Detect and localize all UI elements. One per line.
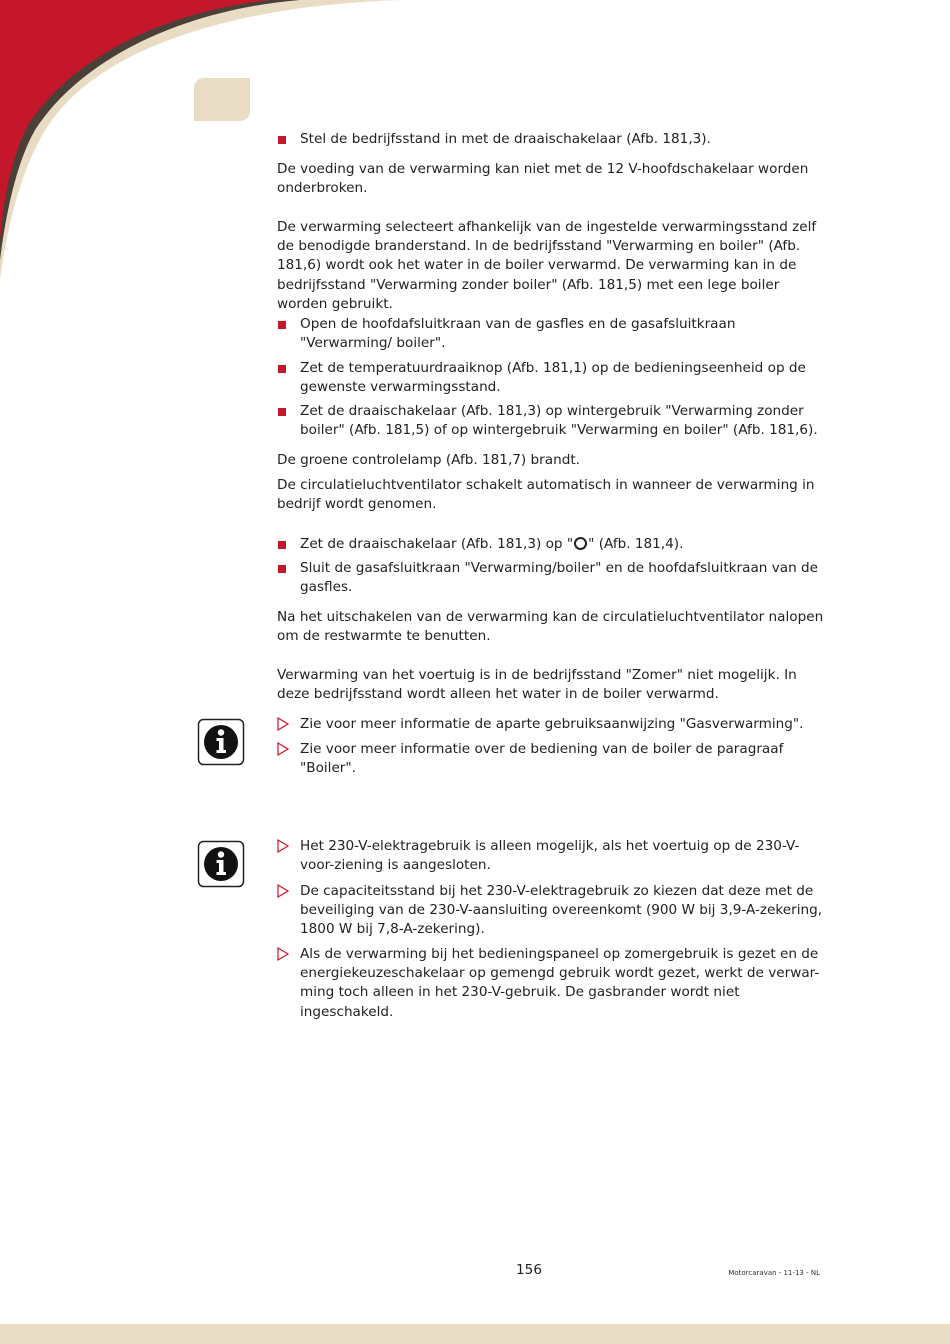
note-item: Zie voor meer informatie over de bediening van de boiler de paragraaf "Boiler". — [277, 740, 825, 778]
page-number: 156 — [516, 1262, 542, 1278]
note-item: De capaciteitsstand bij het 230-V-elektragebruik zo kiezen dat deze met de beveiliging van de 230-V-aansluiting overeenkomt (900 W bij 3,9-A-zekering, 1800 W bij 7,8-A-zekering). — [277, 882, 825, 940]
bullet-square-icon — [278, 408, 286, 416]
list-item: Stel de bedrijfsstand in met de draaischakelaar (Afb. 181,3). — [277, 130, 825, 149]
document-reference: Motorcaravan - 11-13 - NL — [728, 1269, 820, 1277]
list-item: Open de hoofdafsluitkraan van de gasfles en de gasafsluitkraan "Verwarming/ boiler". — [277, 315, 825, 353]
list-item: Zet de draaischakelaar (Afb. 181,3) op wintergebruik "Verwarming zonder boiler" (Afb. 181,5) of op wintergebruik "Verwarming en boiler" (Afb. 181,6). — [277, 402, 825, 440]
note-item: Als de verwarming bij het bedieningspaneel op zomergebruik is gezet en de energiekeuzeschakelaar op gemengd gebruik wordt gezet, werkt de verwar-ming toch alleen in het 230-V-gebruik. De gasbrander wordt niet ingeschakeld. — [277, 945, 825, 1022]
paragraph: Na het uitschakelen van de verwarming kan de circulatieluchtventilator nalopen om de restwarmte te benutten. — [277, 609, 824, 645]
footer-band — [0, 1324, 950, 1344]
bullet-square-icon — [278, 365, 286, 373]
note-item: Zie voor meer informatie de aparte gebruiksaanwijzing "Gasverwarming". — [277, 715, 825, 734]
chapter-tab — [194, 78, 250, 121]
bullet-square-icon — [278, 321, 286, 329]
bullet-square-icon — [278, 136, 286, 144]
bullet-square-icon — [278, 565, 286, 573]
list-item: Zet de draaischakelaar (Afb. 181,3) op " " (Afb. 181,4). — [277, 535, 825, 554]
triangle-bullet-icon — [277, 717, 289, 731]
triangle-bullet-icon — [277, 742, 289, 756]
triangle-bullet-icon — [277, 884, 289, 898]
list-item: Zet de temperatuurdraaiknop (Afb. 181,1) op de bedieningseenheid op de gewenste verwarmingsstand. — [277, 359, 825, 397]
info-icon — [197, 840, 245, 888]
note-item: Het 230-V-elektragebruik is alleen mogelijk, als het voertuig op de 230-V-voor-ziening is aangesloten. — [277, 837, 825, 875]
paragraph: De voeding van de verwarming kan niet met de 12 V-hoofdschakelaar worden onderbroken. — [277, 161, 809, 197]
paragraph: Verwarming van het voertuig is in de bedrijfsstand "Zomer" niet mogelijk. In deze bedrijfsstand wordt alleen het water in de boiler verwarmd. — [277, 667, 797, 703]
triangle-bullet-icon — [277, 839, 289, 853]
paragraph: De verwarming selecteert afhankelijk van de ingestelde verwarmingsstand zelf de benodigde branderstand. In de bedrijfsstand "Verwarming en boiler" (Afb. 181,6) wordt ook het water in de boiler verwarmd. De verwarming kan in de bedrijfsstand "Verwarming zonder boiler" (Afb. 181,5) met een lege boiler worden gebruikt. — [277, 219, 817, 312]
bullet-square-icon — [278, 541, 286, 549]
info-icon — [197, 718, 245, 766]
off-position-circle-icon — [574, 537, 587, 550]
paragraph: De circulatieluchtventilator schakelt automatisch in wanneer de verwarming in bedrijf wordt genomen. — [277, 477, 815, 513]
list-item: Sluit de gasafsluitkraan "Verwarming/boiler" en de hoofdafsluitkraan van de gasfles. — [277, 559, 825, 597]
triangle-bullet-icon — [277, 947, 289, 961]
paragraph: De groene controlelamp (Afb. 181,7) brandt. — [277, 452, 580, 468]
